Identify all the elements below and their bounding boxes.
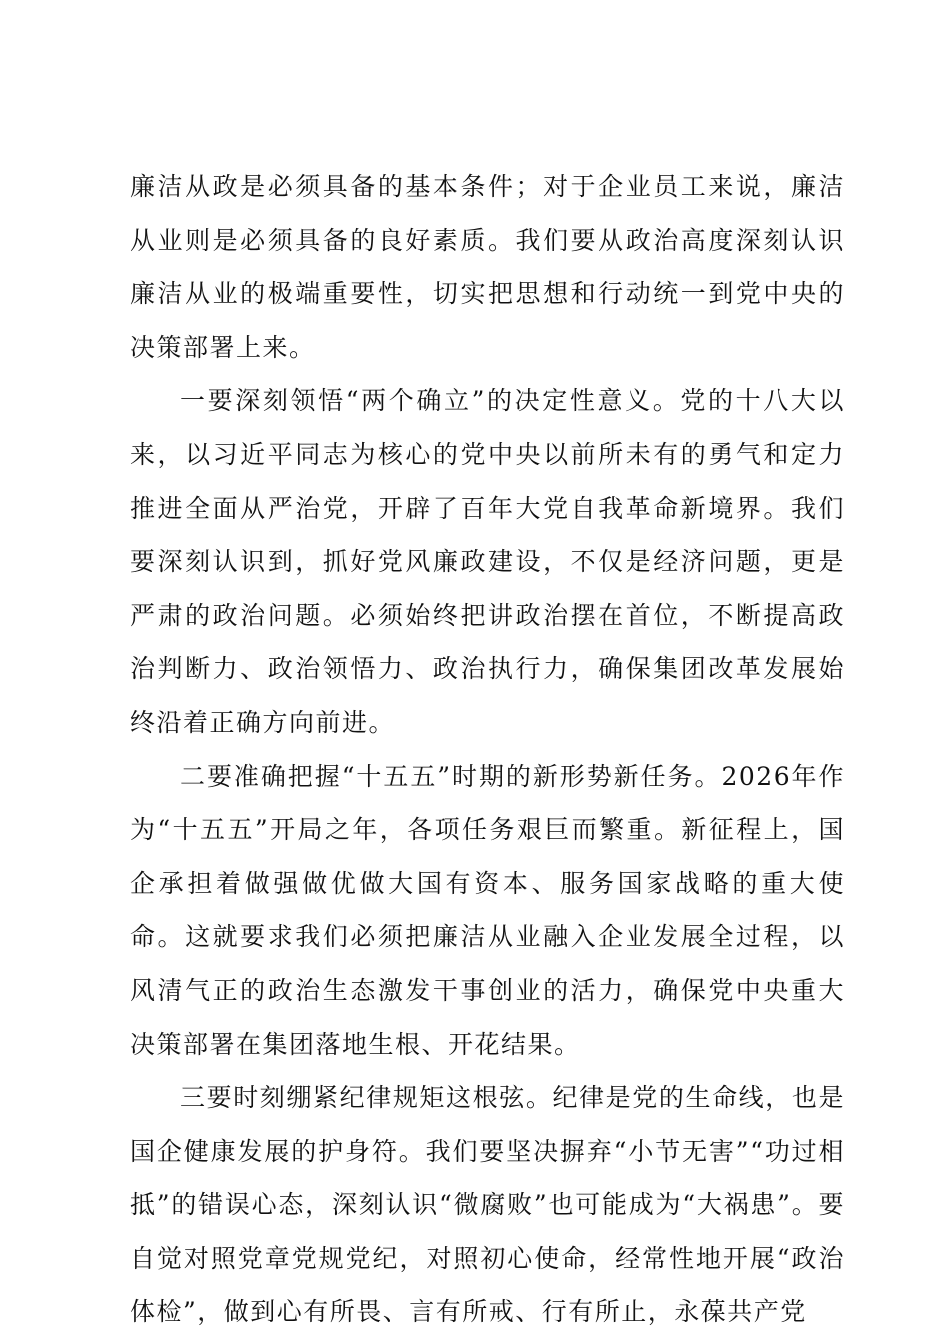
paragraph-discipline-rules: 三要时刻绷紧纪律规矩这根弦。纪律是党的生命线，也是国企健康发展的护身符。我们要坚决摒弃“小节无害”“功过相抵”的错误心态，深刻认识“微腐败”也可能成为“大祸患”。要自觉对照党章党规党纪，对照初心使命，经常性地开展“政治体检”，做到心有所畏、言有所戒、行有所止，永葆共产党 [130,1083,845,1327]
paragraph-fifteenth-five-year-plan: 二要准确把握“十五五”时期的新形势新任务。2026年作为“十五五”开局之年，各项任务艰巨而繁重。新征程上，国企承担着做强做优做大国有资本、服务国家战略的重大使命。这就要求我们必须把廉洁从业融入企业发展全过程，以风清气正的政治生态激发干事创业的活力，确保党中央重大决策部署在集团落地生根、开花结果。 [130,761,845,1059]
paragraph-continuation: 廉洁从政是必须具备的基本条件；对于企业员工来说，廉洁从业则是必须具备的良好素质。我们要从政治高度深刻认识廉洁从业的极端重要性，切实把思想和行动统一到党中央的决策部署上来。 [130,172,845,362]
paragraph-two-establishments: 一要深刻领悟“两个确立”的决定性意义。党的十八大以来，以习近平同志为核心的党中央以前所未有的勇气和定力推进全面从严治党，开辟了百年大党自我革命新境界。我们要深刻认识到，抓好党风廉政建设，不仅是经济问题，更是严肃的政治问题。必须始终把讲政治摆在首位，不断提高政治判断力、政治领悟力、政治执行力，确保集团改革发展始终沿着正确方向前进。 [130,386,845,737]
document-body [130,160,845,1339]
